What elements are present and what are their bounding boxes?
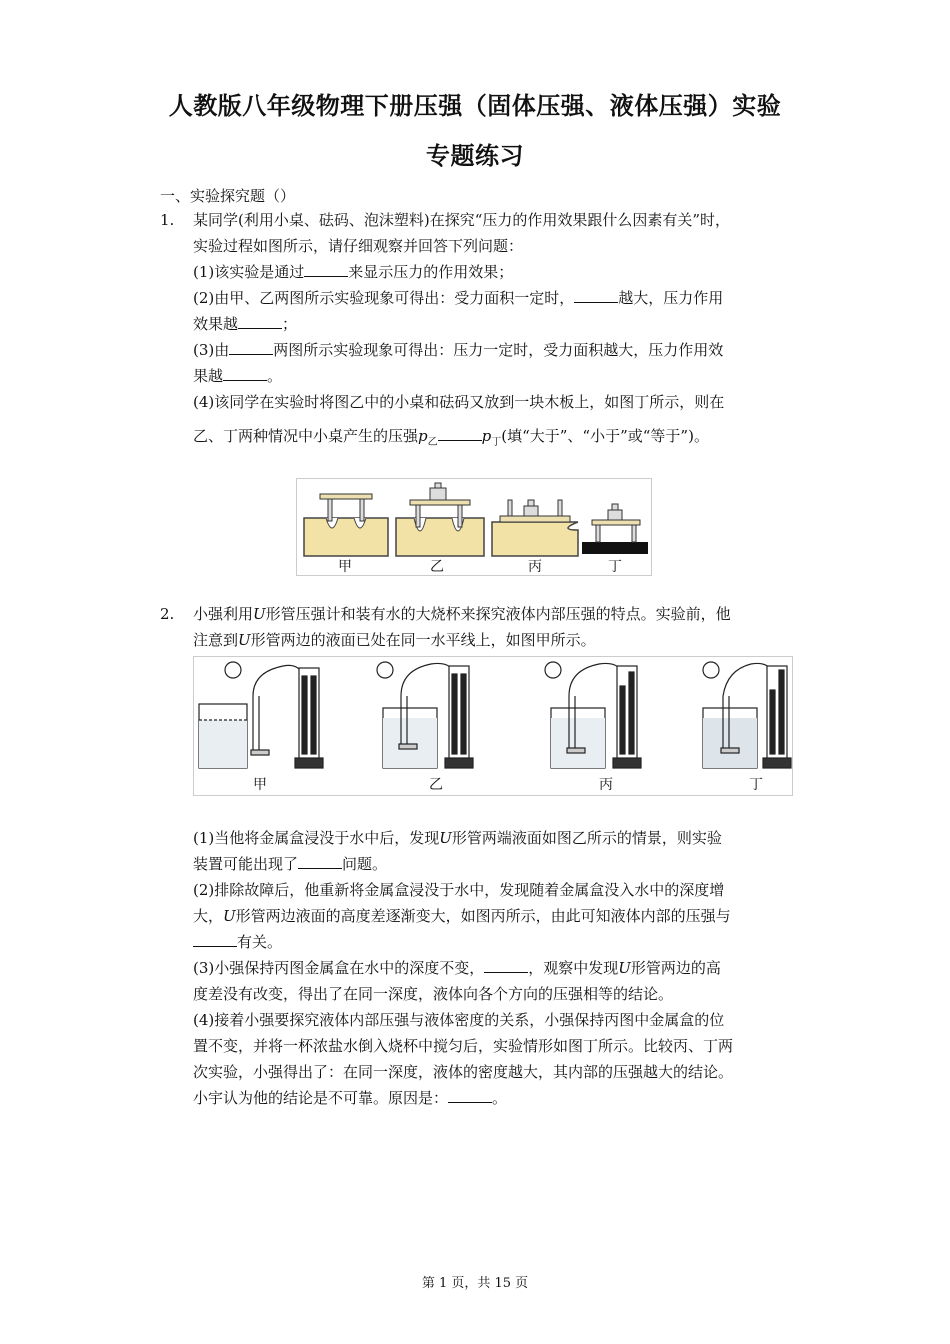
q2-part1-text-a: (1)当他将金属盒浸没于水中后，发现 [193, 829, 440, 847]
figure1-label-yi: 乙 [430, 559, 444, 575]
answer-blank[interactable] [438, 426, 482, 441]
answer-blank[interactable] [193, 932, 237, 947]
q1-number: 1. [160, 211, 175, 229]
q1-part4-text-c: (填“大于”、“小于”或“等于”)。 [501, 427, 709, 445]
figure-table-on-foam [296, 478, 652, 576]
q1-part3-text-b: 两图所示实验现象可得出：压力一定时，受力面积越大，压力作用效 [273, 341, 724, 359]
doc-title-line1: 人教版八年级物理下册压强（固体压强、液体压强）实验 [168, 92, 782, 120]
section-heading: 一、实验探究题（） [160, 187, 296, 205]
q1-part3 [193, 340, 723, 360]
q2-part2-text-b: 大， [193, 907, 224, 925]
q2-stem-text-b: 形管压强计和装有水的大烧杯来探究液体内部压强的特点。实验前，他 [265, 605, 731, 623]
u-symbol: U [238, 631, 251, 649]
q2-part3 [193, 958, 721, 978]
q1-part2-text-c: 效果越 [193, 315, 239, 333]
q2-part4-text-e: 。 [492, 1089, 508, 1107]
q1-part3-text-a: (3)由 [193, 341, 230, 359]
manometer-illustration [193, 656, 793, 796]
q2-part1-cont [193, 854, 387, 874]
q1-part4-text-b: 乙、丁两种情况中小桌产生的压强 [193, 427, 419, 445]
q1-part2-text-a: (2)由甲、乙两图所示实验现象可得出：受力面积一定时， [193, 289, 575, 307]
q1-part3-text-d: 。 [267, 367, 283, 385]
q2-stem-text-a: 小强利用 [193, 605, 254, 623]
q2-part4-cont3 [193, 1088, 507, 1108]
q2-stem-text-c: 注意到 [193, 631, 239, 649]
q2-part1-text-d: 问题。 [342, 855, 388, 873]
q2-stem-text-d: 形管两边的液面已处在同一水平线上，如图甲所示。 [250, 631, 596, 649]
q2-part1 [193, 828, 722, 848]
q1-stem-line2: 实验过程如图所示，请仔细观察并回答下列问题： [193, 237, 524, 255]
q1-part1-text-b: 来显示压力的作用效果； [348, 263, 514, 281]
q2-part1-text-c: 装置可能出现了 [193, 855, 299, 873]
page-footer: 第 1 页，共 15 页 [421, 1276, 529, 1291]
answer-blank[interactable] [298, 854, 342, 869]
q2-part2-cont [193, 906, 731, 926]
u-symbol: U [439, 829, 452, 847]
q1-part2-text-d: ； [282, 315, 298, 333]
pressure-symbol: p [481, 427, 492, 445]
q2-part4-cont2: 次实验，小强得出了：在同一深度，液体的密度越大，其内部的压强越大的结论。 [193, 1063, 734, 1081]
u-symbol: U [618, 959, 631, 977]
figure1-label-jia: 甲 [338, 559, 352, 575]
figure-u-tube-manometer [193, 656, 793, 796]
answer-blank[interactable] [304, 262, 348, 277]
q2-part2: (2)排除故障后，他重新将金属盒浸没于水中，发现随着金属盒没入水中的深度增 [193, 881, 725, 899]
q2-stem-line1 [193, 604, 731, 624]
figure2-label-bing: 丙 [599, 777, 613, 793]
q2-part3-text-c: 形管两边的高 [630, 959, 721, 977]
answer-blank[interactable] [574, 288, 618, 303]
q1-part2-cont [193, 314, 297, 334]
doc-title-line2: 专题练习 [426, 142, 524, 170]
answer-blank[interactable] [223, 366, 267, 381]
figure1-label-ding: 丁 [608, 559, 622, 575]
q2-part3-text-a: (3)小强保持丙图金属盒在水中的深度不变， [193, 959, 485, 977]
q2-part1-text-b: 形管两端液面如图乙所示的情景，则实验 [451, 829, 722, 847]
figure2-label-yi: 乙 [429, 777, 443, 793]
figure2-label-jia: 甲 [253, 777, 267, 793]
q2-part2-text-d: 有关。 [237, 933, 283, 951]
answer-blank[interactable] [229, 340, 273, 355]
q2-part3-text-b: ，观察中发现 [528, 959, 619, 977]
pressure-symbol: p [418, 427, 428, 445]
q2-part2-cont2 [193, 932, 282, 952]
q2-part4-text-d: 小宇认为他的结论是不可靠。原因是： [193, 1089, 449, 1107]
subscript-yi: 乙 [427, 437, 438, 448]
q1-part4-cont [193, 426, 709, 453]
q1-part2-text-b: 越大，压力作用 [618, 289, 724, 307]
subscript-ding: 丁 [491, 437, 502, 448]
q2-part3-cont: 度差没有改变，得出了在同一深度，液体向各个方向的压强相等的结论。 [193, 985, 674, 1003]
q1-part4: (4)该同学在实验时将图乙中的小桌和砝码又放到一块木板上，如图丁所示，则在 [193, 393, 725, 411]
q1-part2 [193, 288, 723, 308]
q2-part4-cont1: 置不变，并将一杯浓盐水倒入烧杯中搅匀后，实验情形如图丁所示。比较丙、丁两 [193, 1037, 734, 1055]
q1-part1-text-a: (1)该实验是通过 [193, 263, 305, 281]
u-symbol: U [253, 605, 266, 623]
answer-blank[interactable] [484, 958, 528, 973]
answer-blank[interactable] [448, 1088, 492, 1103]
q1-stem-line1: 某同学(利用小桌、砝码、泡沫塑料)在探究“压力的作用效果跟什么因素有关”时， [193, 211, 731, 229]
q2-part4: (4)接着小强要探究液体内部压强与液体密度的关系，小强保持丙图中金属盒的位 [193, 1011, 725, 1029]
q2-stem-line2 [193, 630, 596, 650]
answer-blank[interactable] [238, 314, 282, 329]
figure1-label-bing: 丙 [528, 559, 542, 575]
q2-part2-text-c: 形管两边液面的高度差逐渐变大，如图丙所示，由此可知液体内部的压强与 [235, 907, 731, 925]
q1-part1 [193, 262, 513, 282]
u-symbol: U [223, 907, 236, 925]
q1-part3-text-c: 果越 [193, 367, 224, 385]
q1-part3-cont [193, 366, 282, 386]
figure2-label-ding: 丁 [749, 777, 763, 793]
q2-number: 2. [160, 605, 175, 623]
